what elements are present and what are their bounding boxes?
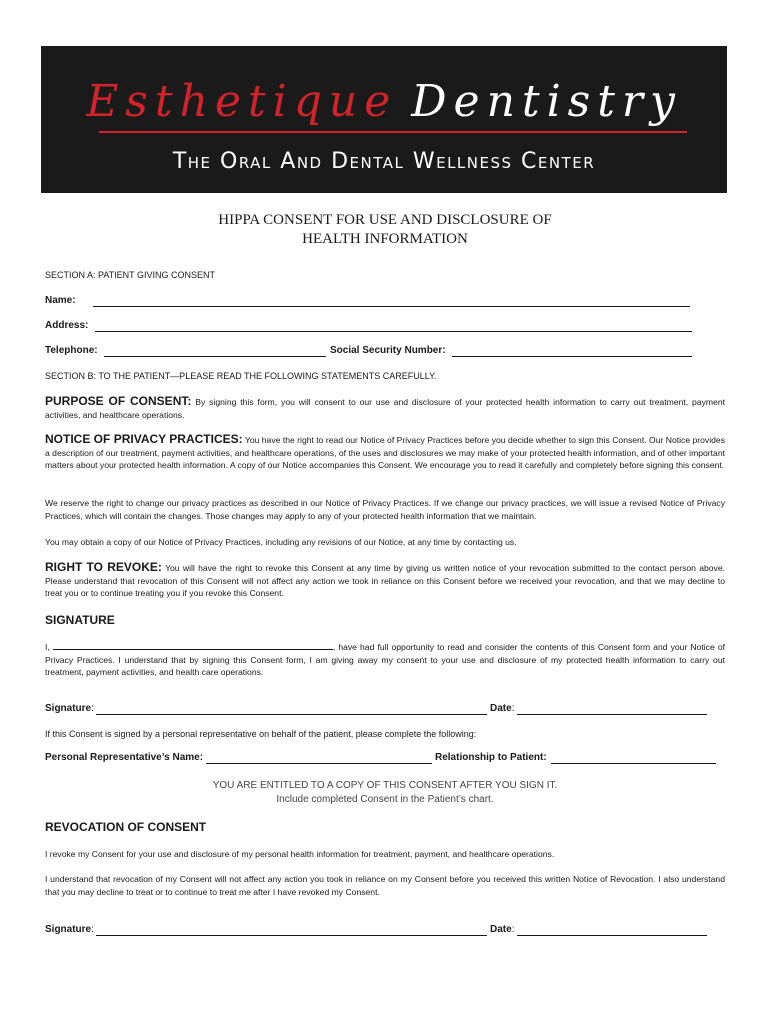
- representative-name-label: Personal Representative’s Name:: [45, 752, 204, 763]
- signature-label: Signature:: [45, 703, 94, 714]
- revocation-paragraph-2: I understand that revocation of my Consent will not affect any action you took in reliance on my Consent before you received this written Notice of Revocation. I also understand that you may decline to treat or to continue to treat me after I have revoked my Consent.: [45, 874, 725, 897]
- purpose-text: By signing this form, you will consent to our use and disclosure of your protected health information to carry out treatment, payment activities, and healthcare operations.: [45, 397, 725, 420]
- ssn-label: Social Security Number:: [330, 345, 446, 356]
- title-line-1: HIPPA CONSENT FOR USE AND DISCLOSURE OF: [218, 212, 552, 228]
- patient-name-blank[interactable]: [53, 640, 333, 650]
- purpose-paragraph: [45, 395, 725, 421]
- section-a-heading: SECTION A: PATIENT GIVING CONSENT: [45, 270, 216, 280]
- representative-note: If this Consent is signed by a personal representative on behalf of the patient, please complete the following:: [45, 729, 477, 739]
- acknowledgement-paragraph: [45, 640, 725, 679]
- notice-heading: NOTICE OF PRIVACY PRACTICES:: [45, 432, 243, 446]
- address-label: Address:: [45, 320, 89, 331]
- logo-banner: [41, 46, 727, 193]
- signature-field[interactable]: [96, 705, 487, 715]
- revoke-text: You will have the right to revoke this Consent at any time by giving us written notice of your revocation submitted to the contact person above. Please understand that revocation of this Consent will not affect any action we took in reliance on this Consent before we received your revocation, and that we may decline to treat you or to continue treating you if you revoke this Consent.: [45, 563, 726, 598]
- entitled-line-1: YOU ARE ENTITLED TO A COPY OF THIS CONSENT AFTER YOU SIGN IT.: [212, 780, 558, 791]
- revoke-paragraph: [45, 561, 725, 600]
- i-prefix: I,: [45, 642, 50, 652]
- revocation-paragraph-1: I revoke my Consent for your use and disclosure of my personal health information for treatment, payment, and healthcare operations.: [45, 849, 555, 859]
- telephone-field[interactable]: [104, 347, 326, 357]
- revocation-heading: REVOCATION OF CONSENT: [45, 820, 207, 834]
- title-line-2: HEALTH INFORMATION: [302, 231, 468, 247]
- notice-text: You have the right to read our Notice of Privacy Practices before you decide whether to sign this Consent. Our Notice provides a description of our treatment, payment activities, and healthcare operations, of the uses and disclosures we may make of your protected health information, and of other important matters about your protected health information. A copy of our Notice accompanies this Consent. We encourage you to read it carefully and completely before signing this consent.: [45, 435, 725, 470]
- revocation-signature-field[interactable]: [96, 926, 487, 936]
- ssn-field[interactable]: [452, 347, 692, 357]
- date-label: Date:: [490, 703, 515, 714]
- notice-paragraph: [45, 433, 725, 472]
- section-b-heading: SECTION B: TO THE PATIENT—PLEASE READ THE FOLLOWING STATEMENTS CAREFULLY.: [45, 371, 437, 381]
- acknowledgement-text: , have had full opportunity to read and consider the contents of this Consent form and your Notice of Privacy Practices. I understand that by signing this Consent form, I am giving away my consent to your use and disclosure of my protected health information to carry out treatment, payment activities, and health care operations.: [45, 642, 725, 677]
- brand-tagline: The Oral And Dental Wellness Center: [172, 149, 596, 174]
- relationship-field[interactable]: [551, 754, 716, 764]
- revocation-date-field[interactable]: [517, 926, 707, 936]
- entitled-notice: [0, 779, 770, 807]
- revocation-date-label: Date:: [490, 924, 515, 935]
- address-field[interactable]: [95, 322, 692, 332]
- relationship-label: Relationship to Patient:: [435, 752, 547, 763]
- document-title: [0, 211, 770, 249]
- brand-underline: [99, 131, 687, 133]
- revoke-heading: RIGHT TO REVOKE:: [45, 560, 162, 574]
- representative-name-field[interactable]: [206, 754, 432, 764]
- name-label: Name:: [45, 295, 76, 306]
- date-field[interactable]: [517, 705, 707, 715]
- brand-logo: [41, 76, 727, 127]
- name-field[interactable]: [93, 297, 690, 307]
- reserve-paragraph: We reserve the right to change our privacy practices as described in our Notice of Privacy Practices. If we change our privacy practices, we will issue a revised Notice of Privacy Practices, which will contain the changes. Those changes may apply to any of your protected health information that we maintain.: [45, 498, 725, 521]
- brand-word-esthetique: Esthetique: [86, 76, 398, 127]
- purpose-heading: PURPOSE OF CONSENT:: [45, 394, 192, 408]
- telephone-label: Telephone:: [45, 345, 98, 356]
- brand-word-dentistry: Dentistry: [411, 76, 682, 127]
- obtain-paragraph: You may obtain a copy of our Notice of Privacy Practices, including any revisions of our Notice, at any time by contacting us.: [45, 537, 517, 547]
- revocation-signature-label: Signature:: [45, 924, 94, 935]
- signature-heading: SIGNATURE: [45, 613, 115, 627]
- entitled-line-2: Include completed Consent in the Patient’s chart.: [276, 794, 494, 805]
